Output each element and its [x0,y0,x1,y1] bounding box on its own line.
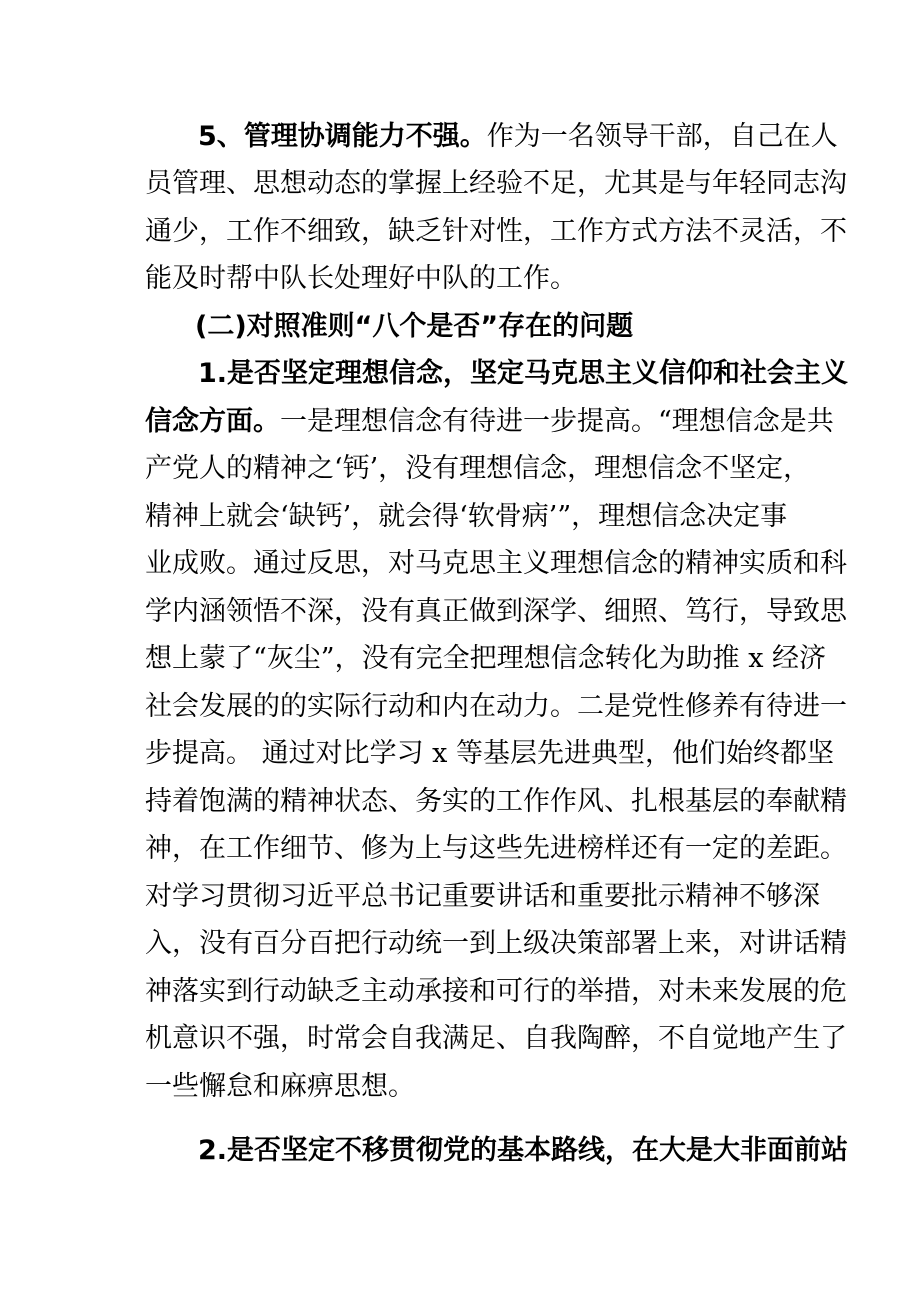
item-1-line-13: 入，没有百分百把行动统一到上级决策部署上来，对讲话精 [145,928,847,959]
item-1-line-6: 学内涵领悟不深，没有真正做到深学、细照、笃行，导致思 [145,596,847,627]
item-1-line-10: 持着饱满的精神状态、务实的工作作风、扎根基层的奉献精 [145,786,847,817]
paragraph-5-lead: 5、管理协调能力不强。 [198,121,487,152]
section-2-heading: (二)对照准则“八个是否”存在的问题 [195,311,634,342]
item-1-line-15: 机意识不强，时常会自我满足、自我陶醉，不自觉地产生了 [145,1023,847,1054]
paragraph-5-line-2: 员管理、思想动态的掌握上经验不足，尤其是与年轻同志沟 [145,168,847,199]
item-1-line-8: 社会发展的的实际行动和内在动力。二是党性修养有待进一 [145,691,847,722]
item-1-line-16: 一些懈怠和麻痹思想。 [145,1071,415,1102]
item-1-lead-end: 信念方面。 [145,406,280,437]
item-1-line-12: 对学习贯彻习近平总书记重要讲话和重要批示精神不够深 [145,881,820,912]
item-1-line-5: 业成败。通过反思，对马克思主义理想信念的精神实质和科 [145,548,847,579]
item-1-line-14: 神落实到行动缺乏主动承接和可行的举措，对未来发展的危 [145,976,847,1007]
paragraph-5-line-4: 能及时帮中队长处理好中队的工作。 [145,263,577,294]
paragraph-5-line-3: 通少，工作不细致，缺乏针对性，工作方式方法不灵活，不 [145,216,847,247]
item-1-line-3: 产党人的精神之‘钙’，没有理想信念，理想信念不坚定， [145,453,811,484]
item-1-line-7: 想上蒙了“灰尘”，没有完全把理想信念转化为助推 x 经济 [145,643,826,674]
item-1-lead-line-1: 1.是否坚定理想信念，坚定马克思主义信仰和社会主义 [198,358,849,389]
paragraph-5-line-1 [198,117,838,157]
item-1-line-2 [145,402,834,442]
item-1-line-9: 步提高。 通过对比学习 x 等基层先进典型，他们始终都坚 [145,738,834,769]
paragraph-5-text: 作为一名领导干部，自己在人 [486,121,838,152]
item-1-line-4: 精神上就会‘缺钙’，就会得‘软骨病’”，理想信念决定事 [145,501,788,532]
item-1-line-11: 神，在工作细节、修为上与这些先进榜样还有一定的差距。 [145,833,847,864]
item-1-text: 一是理想信念有待进一步提高。“理想信念是共 [280,406,834,437]
item-2-lead-line-1: 2.是否坚定不移贯彻党的基本路线，在大是大非面前站 [198,1135,849,1166]
